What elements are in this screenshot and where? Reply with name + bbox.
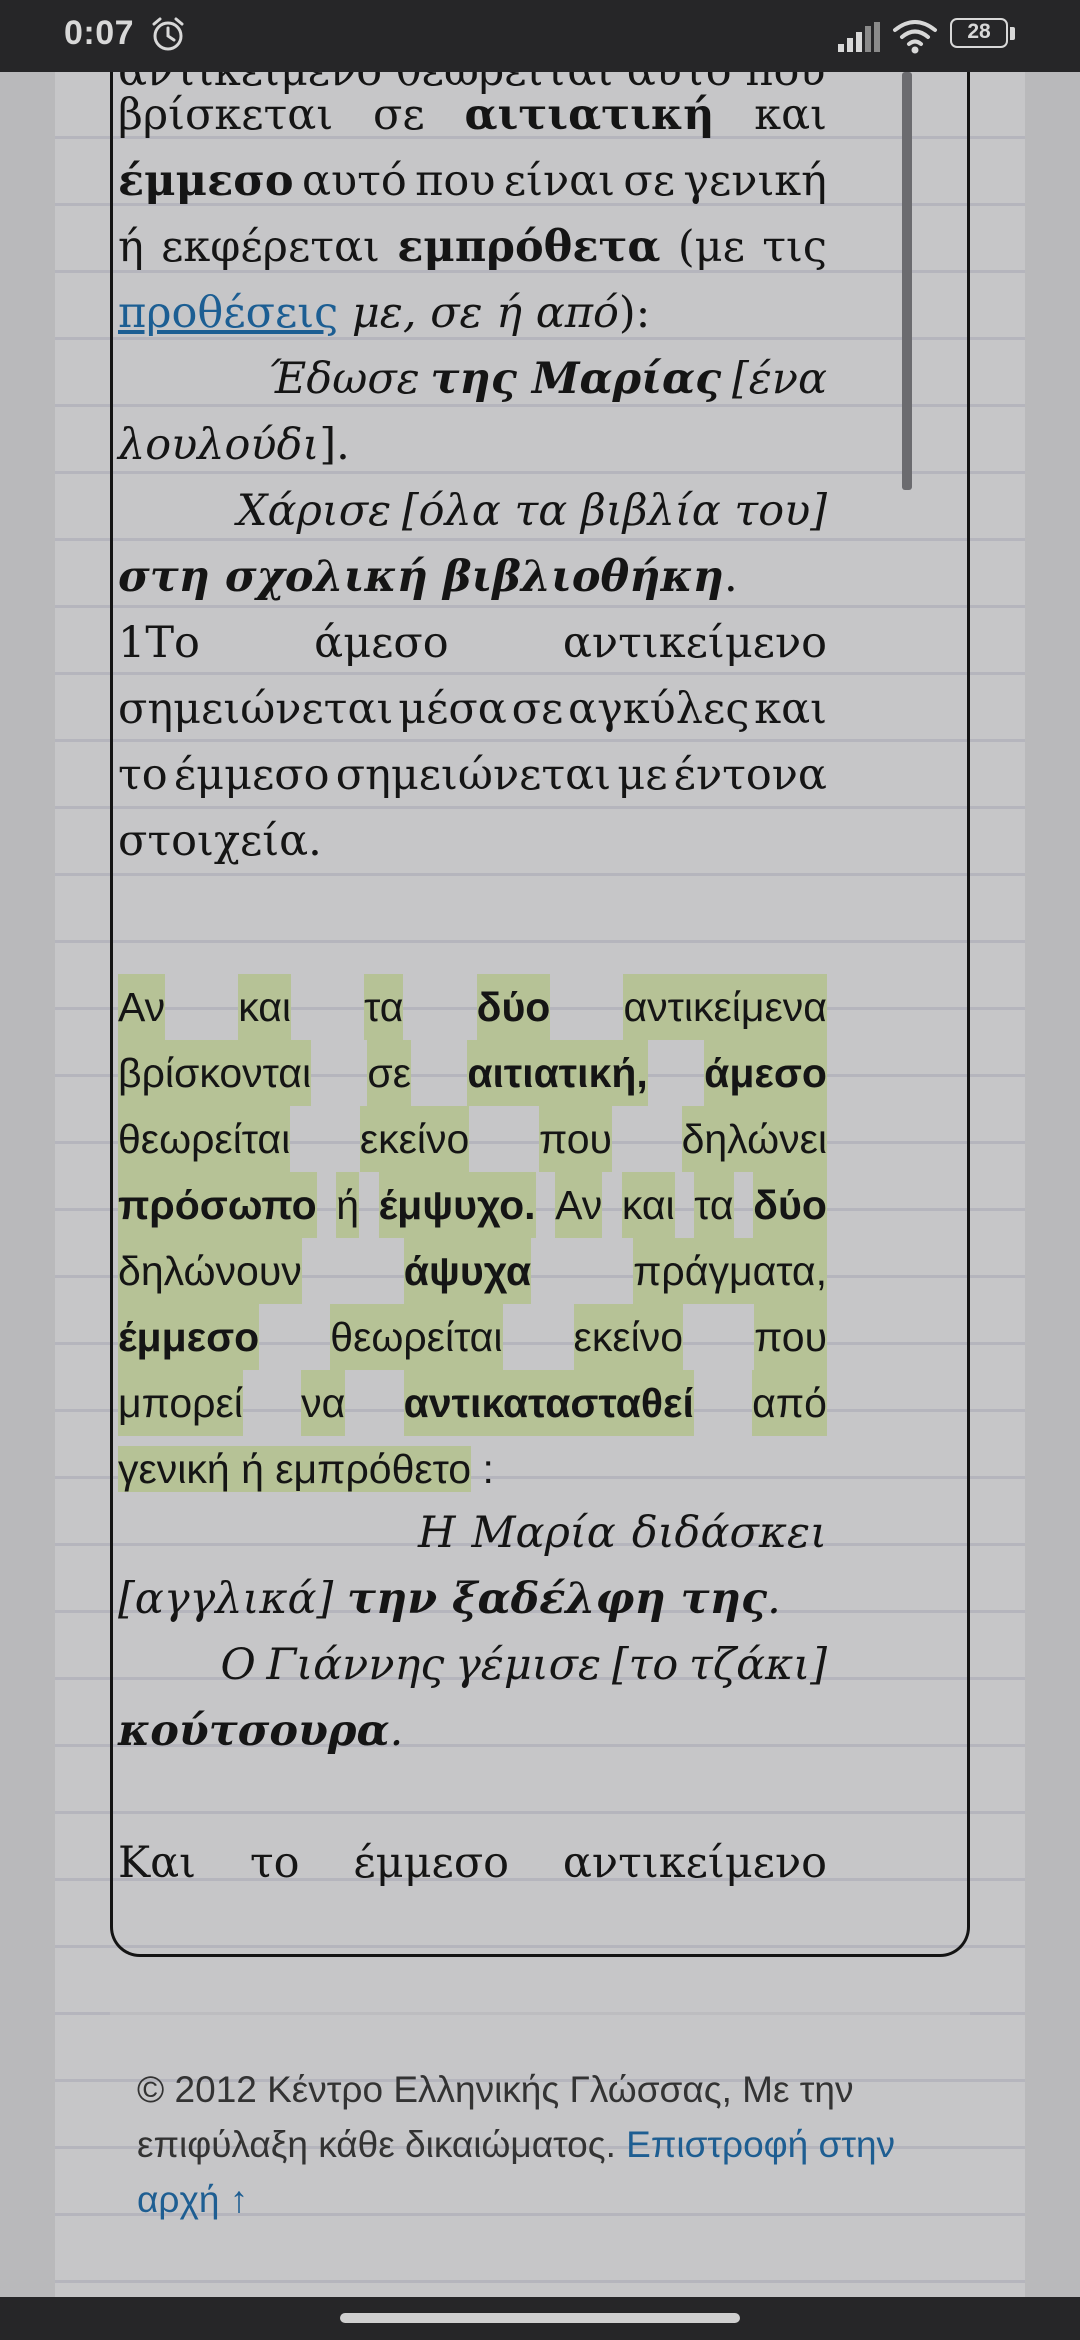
- note-line: το έμμεσο σημειώνεται με έντονα: [118, 750, 827, 800]
- text-line: έμμεσο αυτό που είναι σε γενική: [118, 156, 827, 206]
- wifi-icon: [892, 18, 938, 59]
- status-time: 0:07: [64, 14, 135, 52]
- text-line: προθέσεις με, σε ή από):: [118, 288, 651, 338]
- example-line: [αγγλικά] την ξαδέλφη της.: [118, 1574, 781, 1624]
- battery-icon: [950, 18, 1016, 52]
- example-line: Ο Γιάννης γέμισε [το τζάκι]: [220, 1640, 827, 1690]
- article-card[interactable]: [110, 72, 970, 1957]
- gesture-nav-bar: [0, 2297, 1080, 2340]
- page-footer: [137, 2062, 977, 2227]
- status-bar: [0, 0, 1080, 72]
- highlighted-line: δηλώνουν άψυχα πράγματα,: [118, 1238, 827, 1304]
- example-line: λουλούδι].: [118, 420, 350, 470]
- example-line: στη σχολική βιβλιοθήκη.: [118, 552, 738, 602]
- highlighted-line: θεωρείται εκείνο που δηλώνει: [118, 1106, 827, 1172]
- note-line: σημειώνεται μέσα σε αγκύλες και: [118, 684, 827, 734]
- text-line: Και το έμμεσο αντικείμενο: [118, 1838, 827, 1888]
- text-line: βρίσκεται σε αιτιατική και: [118, 90, 827, 140]
- example-line: Η Μαρία διδάσκει: [418, 1508, 827, 1558]
- scrollbar-thumb[interactable]: [902, 72, 912, 490]
- battery-level: 28: [967, 20, 991, 43]
- copyright-text: © 2012 Κέντρο Ελληνικής Γλώσσας, Με την επιφύλαξη κάθε δικαιώματος.: [137, 2069, 854, 2165]
- home-gesture-handle[interactable]: [340, 2313, 740, 2323]
- text-line: ή εκφέρεται εμπρόθετα (με τις: [118, 222, 827, 272]
- alarm-icon: [148, 14, 188, 59]
- prepositions-link[interactable]: προθέσεις: [118, 288, 339, 338]
- highlighted-line: γενική ή εμπρόθετο :: [118, 1446, 494, 1492]
- example-line: Έδωσε της Μαρίας [ένα: [267, 354, 827, 404]
- footer-divider: [110, 2012, 970, 2015]
- note-line: 1Το άμεσο αντικείμενο: [118, 618, 827, 668]
- example-line: κούτσουρα.: [118, 1706, 404, 1756]
- highlighted-line: Αν και τα δύο αντικείμενα: [118, 974, 827, 1040]
- highlighted-line: μπορεί να αντικατασταθεί από: [118, 1370, 827, 1436]
- back-to-top-link[interactable]: Επιστροφή στην αρχή ↑: [137, 2124, 896, 2220]
- page-body[interactable]: [55, 72, 1025, 2297]
- highlighted-line: έμμεσο θεωρείται εκείνο που: [118, 1304, 827, 1370]
- highlighted-line: πρόσωπο ή έμψυχο. Αν και τα δύο: [118, 1172, 827, 1238]
- example-line: Χάρισε [όλα τα βιβλία του]: [236, 486, 827, 536]
- signal-icon: [838, 22, 880, 57]
- note-line: στοιχεία.: [118, 816, 322, 866]
- highlighted-line: βρίσκονται σε αιτιατική, άμεσο: [118, 1040, 827, 1106]
